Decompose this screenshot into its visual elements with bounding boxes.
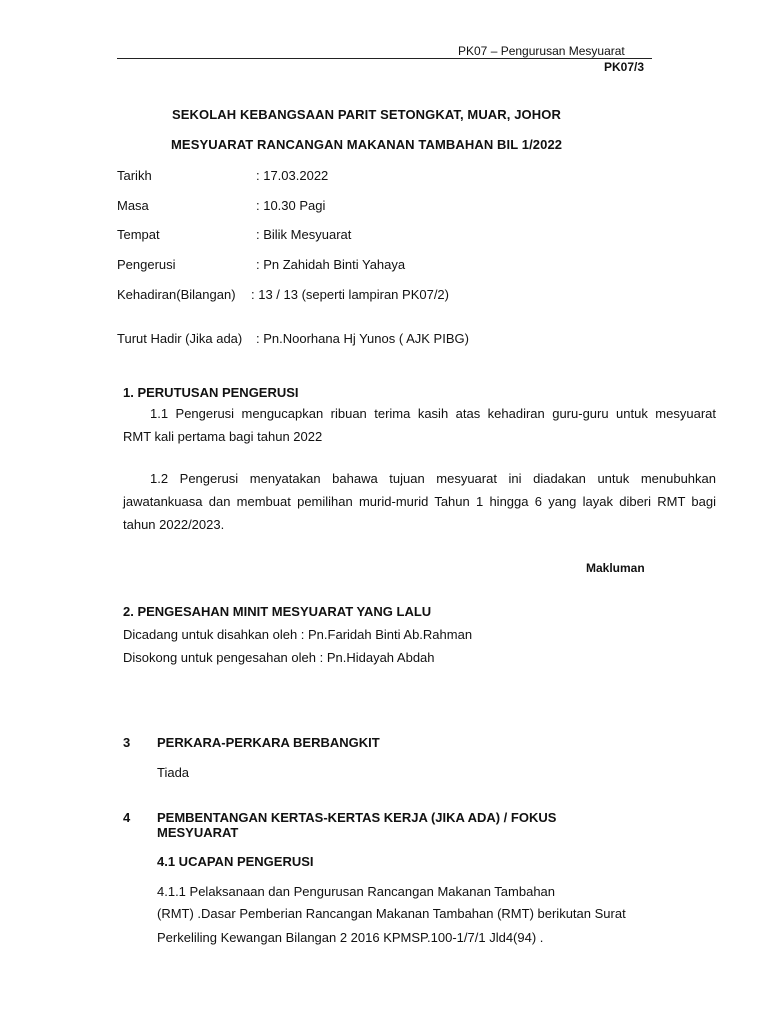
section-4-1-heading: 4.1 UCAPAN PENGERUSI [157, 854, 314, 869]
section-4-1-1-line-1: 4.1.1 Pelaksanaan dan Pengurusan Rancangan Makanan Tambahan [157, 884, 556, 899]
section-3-body: Tiada [157, 765, 190, 780]
section-1-action: Makluman [586, 561, 645, 575]
section-4-heading-line-1: PEMBENTANGAN KERTAS-KERTAS KERJA (JIKA ADA) / FOKUS [157, 810, 557, 825]
detail-label-date: Tarikh [117, 168, 152, 183]
detail-value-time: : 10.30 Pagi [256, 198, 326, 213]
section-1-paragraph-2 [123, 467, 716, 536]
detail-label-chairperson: Pengerusi [117, 257, 176, 272]
header-rule [117, 58, 652, 59]
detail-value-also-present: : Pn.Noorhana Hj Yunos ( AJK PIBG) [256, 331, 469, 346]
section-3-number: 3 [123, 735, 131, 750]
detail-label-time: Masa [117, 198, 149, 213]
section-4-1-1-line-2: (RMT) .Dasar Pemberian Rancangan Makanan Tambahan (RMT) berikutan Surat [157, 906, 626, 921]
section-1-p1-line-2: RMT kali pertama bagi tahun 2022 [123, 429, 323, 444]
section-2-heading: 2. PENGESAHAN MINIT MESYUARAT YANG LALU [123, 604, 432, 619]
section-4-1-1-line-3: Perkeliling Kewangan Bilangan 2 2016 KPMSP.100-1/7/1 Jld4(94) . [157, 930, 544, 945]
section-1-p2-line-2: jawatankuasa dan membuat pemilihan murid-murid Tahun 1 hingga 6 yang layak diberi RMT bagi [123, 494, 716, 509]
section-4-number: 4 [123, 810, 131, 825]
detail-value-attendance: : 13 / 13 (seperti lampiran PK07/2) [251, 287, 449, 302]
detail-value-chairperson: : Pn Zahidah Binti Yahaya [256, 257, 406, 272]
section-1-paragraph-1 [123, 402, 716, 448]
section-4-heading-line-2: MESYUARAT [157, 825, 239, 840]
section-3-heading: PERKARA-PERKARA BERBANGKIT [157, 735, 380, 750]
section-1-p2-line-1: 1.2 Pengerusi menyatakan bahawa tujuan mesyuarat ini diadakan untuk menubuhkan [150, 471, 716, 486]
detail-value-venue: : Bilik Mesyuarat [256, 227, 352, 242]
document-reference: PK07 – Pengurusan Mesyuarat [458, 44, 625, 58]
section-1-p1-line-1: 1.1 Pengerusi mengucapkan ribuan terima kasih atas kehadiran guru-guru untuk mesyuarat [150, 406, 716, 421]
detail-label-attendance: Kehadiran(Bilangan) [117, 287, 236, 302]
school-title: SEKOLAH KEBANGSAAN PARIT SETONGKAT, MUAR, JOHOR [172, 107, 561, 122]
section-1-heading: 1. PERUTUSAN PENGERUSI [123, 385, 299, 400]
section-2-seconded-by: Disokong untuk pengesahan oleh : Pn.Hidayah Abdah [123, 650, 435, 665]
detail-value-date: : 17.03.2022 [256, 168, 329, 183]
section-2-proposed-by: Dicadang untuk disahkan oleh : Pn.Faridah Binti Ab.Rahman [123, 627, 473, 642]
detail-label-venue: Tempat [117, 227, 160, 242]
section-1-p2-line-3: tahun 2022/2023. [123, 517, 225, 532]
document-code: PK07/3 [604, 60, 645, 74]
detail-label-also-present: Turut Hadir (Jika ada) [117, 331, 243, 346]
meeting-title: MESYUARAT RANCANGAN MAKANAN TAMBAHAN BIL 1/2022 [171, 137, 563, 152]
